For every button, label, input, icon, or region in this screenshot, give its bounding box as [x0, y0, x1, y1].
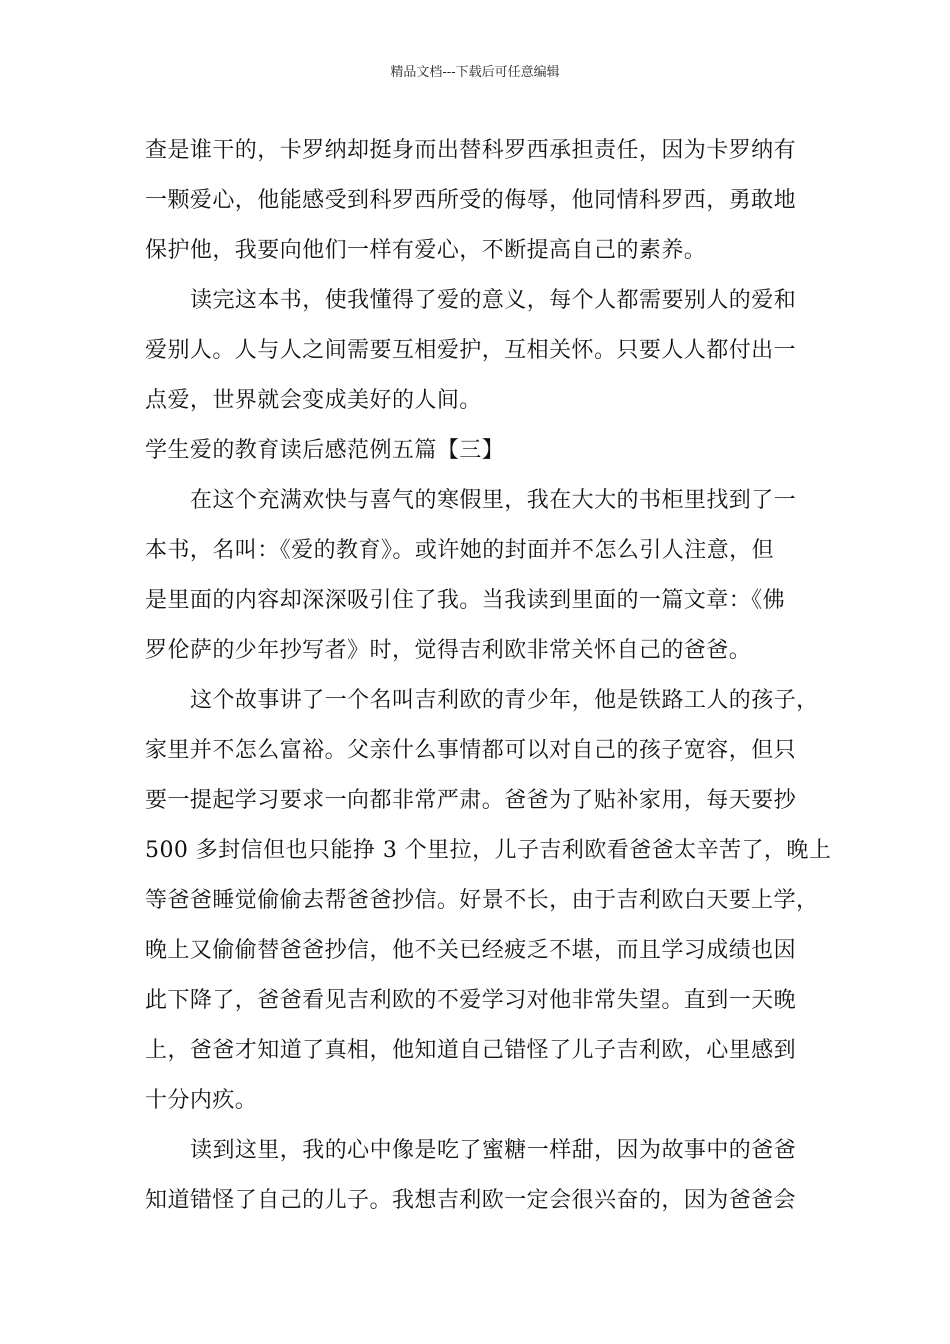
- text-line: 晚上又偷偷替爸爸抄信，他不关已经疲乏不堪，而且学习成绩也因: [145, 938, 797, 963]
- text-line: 上，爸爸才知道了真相，他知道自己错怪了儿子吉利欧，心里感到: [145, 1038, 797, 1063]
- page-header: 精品文档---下载后可任意编辑: [390, 65, 560, 80]
- text-line: 本书，名叫：《爱的教育》。或许她的封面并不怎么引人注意，但: [145, 538, 775, 563]
- text-line: 爱别人。人与人之间需要互相爱护，互相关怀。只要人人都付出一: [145, 338, 797, 363]
- paragraph-start-line: 这个故事讲了一个名叫吉利欧的青少年，他是铁路工人的孩子，: [190, 688, 819, 713]
- section-heading: 学生爱的教育读后感范例五篇【三】: [145, 438, 505, 463]
- text-line: 500 多封信但也只能挣 3 个里拉，儿子吉利欧看爸爸太辛苦了，晚上: [145, 838, 832, 863]
- paragraph-start-line: 读到这里，我的心中像是吃了蜜糖一样甜，因为故事中的爸爸: [190, 1138, 797, 1163]
- text-line: 此下降了，爸爸看见吉利欧的不爱学习对他非常失望。直到一天晚: [145, 988, 797, 1013]
- text-line: 要一提起学习要求一向都非常严肃。爸爸为了贴补家用，每天要抄: [145, 788, 797, 813]
- text-line: 等爸爸睡觉偷偷去帮爸爸抄信。好景不长，由于吉利欧白天要上学，: [145, 888, 819, 913]
- text-line: 知道错怪了自己的儿子。我想吉利欧一定会很兴奋的，因为爸爸会: [145, 1188, 797, 1213]
- paragraph-start-line: 读完这本书，使我懂得了爱的意义，每个人都需要别人的爱和: [190, 288, 797, 313]
- text-line: 家里并不怎么富裕。父亲什么事情都可以对自己的孩子宽容，但只: [145, 738, 797, 763]
- text-line: 一颗爱心，他能感受到科罗西所受的侮辱，他同情科罗西，勇敢地: [145, 188, 797, 213]
- text-line: 查是谁干的，卡罗纳却挺身而出替科罗西承担责任，因为卡罗纳有: [145, 138, 797, 163]
- text-line: 点爱，世界就会变成美好的人间。: [145, 388, 482, 413]
- text-line: 保护他，我要向他们一样有爱心，不断提高自己的素养。: [145, 238, 707, 263]
- text-line: 是里面的内容却深深吸引住了我。当我读到里面的一篇文章：《佛: [145, 588, 786, 613]
- paragraph-start-line: 在这个充满欢快与喜气的寒假里，我在大大的书柜里找到了一: [190, 488, 797, 513]
- text-line: 罗伦萨的少年抄写者》时，觉得吉利欧非常关怀自己的爸爸。: [145, 638, 752, 663]
- text-line: 十分内疚。: [145, 1088, 258, 1113]
